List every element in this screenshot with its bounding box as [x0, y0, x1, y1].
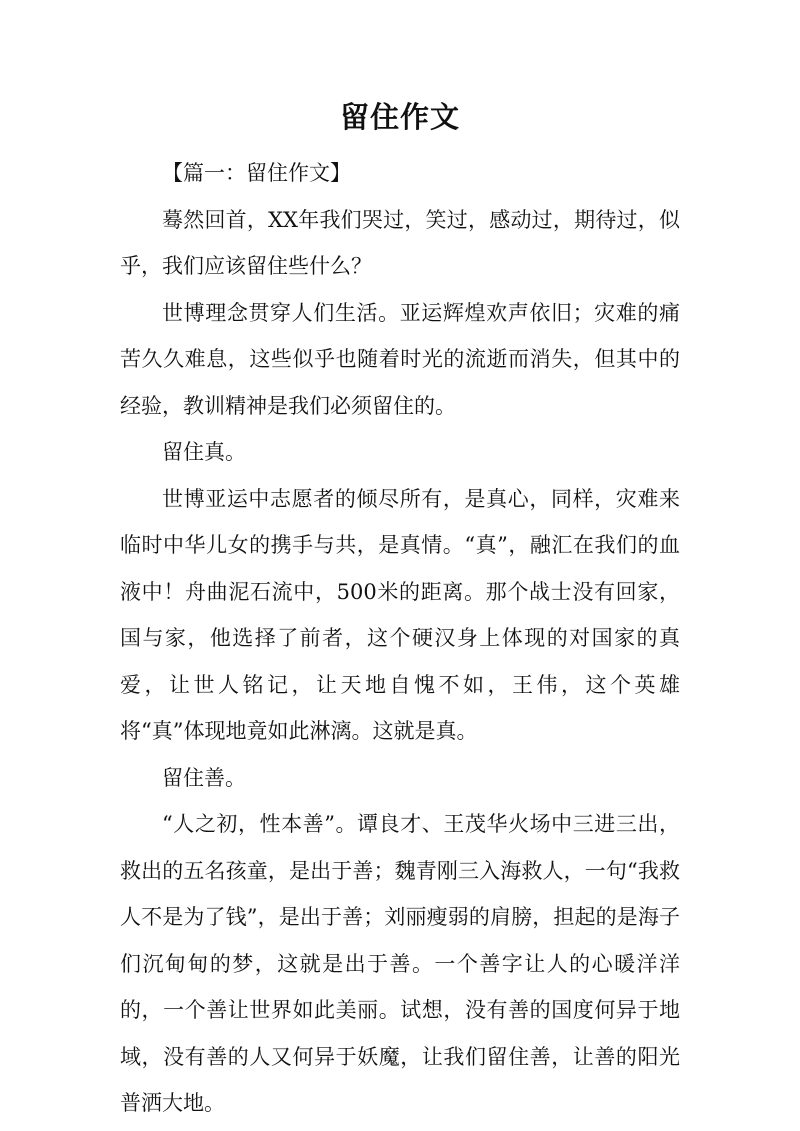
paragraph-short-heading: 留住善。 — [162, 765, 246, 790]
paragraph: 世博理念贯穿人们生活。亚运辉煌欢声依旧；灾难的痛苦久久难息，这些似乎也随着时光的流逝而消失，但其中的经验，教训精神是我们必须留住的。 — [120, 300, 680, 418]
section-heading: 【篇一：留住作文】 — [162, 161, 351, 185]
paragraph: 蓦然回首，XX年我们哭过，笑过，感动过，期待过，似乎，我们应该留住些什么？ — [120, 207, 680, 278]
paragraph-short-heading: 留住真。 — [162, 440, 246, 464]
document-body — [120, 150, 680, 1127]
document-title: 留住作文 — [339, 100, 460, 134]
paragraph: “人之初，性本善”。谭良才、王茂华火场中三进三出，救出的五名孩童，是出于善；魏青刚三入海救人，一句“我救人不是为了钱”，是出于善；刘丽瘦弱的肩膀，担起的是海子们沉甸甸的梦，这就是出于善。一个善字让人的心暖洋洋的，一个善让世界如此美丽。试想，没有善的国度何异于地域，没有善的人又何异于妖魔，让我们留住善，让善的阳光普洒大地。 — [120, 812, 680, 1115]
paragraph: 世博亚运中志愿者的倾尽所有，是真心，同样，灾难来临时中华儿女的携手与共，是真情。“真”，融汇在我们的血液中！舟曲泥石流中，500米的距离。那个战士没有回家，国与家，他选择了前者，这个硬汉身上体现的对国家的真爱，让世人铭记，让天地自愧不如，王伟，这个英雄将“真”体现地竟如此淋漓。这就是真。 — [120, 486, 680, 743]
